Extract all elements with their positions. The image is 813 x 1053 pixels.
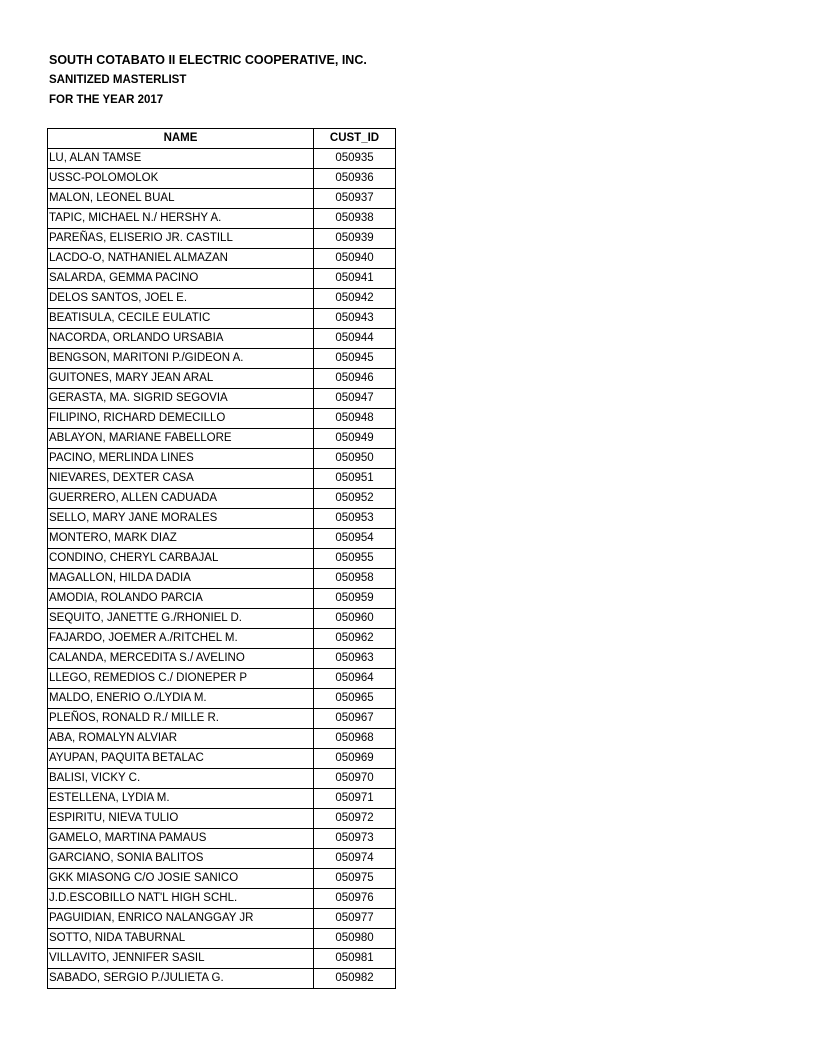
customer-id-cell: 050951 — [314, 469, 396, 489]
customer-id-cell: 050976 — [314, 889, 396, 909]
customer-id-cell: 050959 — [314, 589, 396, 609]
table-row — [48, 749, 396, 769]
customer-name-cell: CALANDA, MERCEDITA S./ AVELINO — [48, 649, 314, 669]
customer-id-cell: 050936 — [314, 169, 396, 189]
customer-id-cell: 050939 — [314, 229, 396, 249]
customer-name-cell: PAREÑAS, ELISERIO JR. CASTILL — [48, 229, 314, 249]
table-row — [48, 409, 396, 429]
customer-id-cell: 050960 — [314, 609, 396, 629]
customer-name-cell: NIEVARES, DEXTER CASA — [48, 469, 314, 489]
table-row — [48, 809, 396, 829]
customer-id-cell: 050938 — [314, 209, 396, 229]
masterlist-table — [47, 128, 396, 989]
table-row — [48, 569, 396, 589]
table-row — [48, 829, 396, 849]
table-row — [48, 309, 396, 329]
customer-name-cell: LACDO-O, NATHANIEL ALMAZAN — [48, 249, 314, 269]
customer-name-cell: ABA, ROMALYN ALVIAR — [48, 729, 314, 749]
document-header — [49, 50, 367, 110]
table-row — [48, 229, 396, 249]
customer-id-cell: 050970 — [314, 769, 396, 789]
customer-id-cell: 050981 — [314, 949, 396, 969]
customer-id-cell: 050971 — [314, 789, 396, 809]
customer-id-cell: 050953 — [314, 509, 396, 529]
table-row — [48, 649, 396, 669]
customer-name-cell: GARCIANO, SONIA BALITOS — [48, 849, 314, 869]
customer-name-cell: GUITONES, MARY JEAN ARAL — [48, 369, 314, 389]
customer-id-cell: 050967 — [314, 709, 396, 729]
customer-name-cell: ESPIRITU, NIEVA TULIO — [48, 809, 314, 829]
table-row — [48, 269, 396, 289]
table-row — [48, 709, 396, 729]
customer-id-cell: 050950 — [314, 449, 396, 469]
table-header-row — [48, 129, 396, 149]
customer-id-cell: 050952 — [314, 489, 396, 509]
table-row — [48, 689, 396, 709]
table-row — [48, 869, 396, 889]
customer-name-cell: GERASTA, MA. SIGRID SEGOVIA — [48, 389, 314, 409]
table-row — [48, 469, 396, 489]
customer-name-cell: PACINO, MERLINDA LINES — [48, 449, 314, 469]
customer-id-cell: 050948 — [314, 409, 396, 429]
customer-name-cell: BEATISULA, CECILE EULATIC — [48, 309, 314, 329]
customer-name-cell: BENGSON, MARITONI P./GIDEON A. — [48, 349, 314, 369]
table-row — [48, 729, 396, 749]
customer-name-cell: AMODIA, ROLANDO PARCIA — [48, 589, 314, 609]
column-header-name: NAME — [48, 129, 314, 149]
customer-id-cell: 050947 — [314, 389, 396, 409]
customer-name-cell: FILIPINO, RICHARD DEMECILLO — [48, 409, 314, 429]
table-row — [48, 969, 396, 989]
year-line: FOR THE YEAR 2017 — [49, 94, 164, 106]
customer-id-cell: 050974 — [314, 849, 396, 869]
customer-id-cell: 050969 — [314, 749, 396, 769]
customer-id-cell: 050965 — [314, 689, 396, 709]
customer-name-cell: J.D.ESCOBILLO NAT'L HIGH SCHL. — [48, 889, 314, 909]
customer-name-cell: GUERRERO, ALLEN CADUADA — [48, 489, 314, 509]
column-header-cust-id: CUST_ID — [314, 129, 396, 149]
customer-name-cell: MAGALLON, HILDA DADIA — [48, 569, 314, 589]
table-row — [48, 289, 396, 309]
customer-id-cell: 050940 — [314, 249, 396, 269]
customer-name-cell: USSC-POLOMOLOK — [48, 169, 314, 189]
customer-name-cell: MONTERO, MARK DIAZ — [48, 529, 314, 549]
table-row — [48, 769, 396, 789]
company-name: SOUTH COTABATO II ELECTRIC COOPERATIVE, INC. — [49, 53, 367, 67]
table-row — [48, 949, 396, 969]
document-subtitle: SANITIZED MASTERLIST — [49, 74, 187, 86]
table-row — [48, 609, 396, 629]
customer-id-cell: 050975 — [314, 869, 396, 889]
table-row — [48, 149, 396, 169]
customer-id-cell: 050955 — [314, 549, 396, 569]
customer-name-cell: FAJARDO, JOEMER A./RITCHEL M. — [48, 629, 314, 649]
customer-id-cell: 050982 — [314, 969, 396, 989]
table-row — [48, 209, 396, 229]
table-row — [48, 929, 396, 949]
table-row — [48, 889, 396, 909]
table-row — [48, 629, 396, 649]
customer-name-cell: SOTTO, NIDA TABURNAL — [48, 929, 314, 949]
customer-id-cell: 050972 — [314, 809, 396, 829]
customer-id-cell: 050977 — [314, 909, 396, 929]
table-row — [48, 349, 396, 369]
customer-id-cell: 050962 — [314, 629, 396, 649]
table-row — [48, 249, 396, 269]
table-row — [48, 169, 396, 189]
customer-id-cell: 050942 — [314, 289, 396, 309]
customer-name-cell: DELOS SANTOS, JOEL E. — [48, 289, 314, 309]
table-row — [48, 849, 396, 869]
customer-id-cell: 050941 — [314, 269, 396, 289]
customer-name-cell: MALON, LEONEL BUAL — [48, 189, 314, 209]
customer-name-cell: TAPIC, MICHAEL N./ HERSHY A. — [48, 209, 314, 229]
customer-name-cell: NACORDA, ORLANDO URSABIA — [48, 329, 314, 349]
table-row — [48, 369, 396, 389]
table-row — [48, 329, 396, 349]
customer-name-cell: ABLAYON, MARIANE FABELLORE — [48, 429, 314, 449]
customer-name-cell: GAMELO, MARTINA PAMAUS — [48, 829, 314, 849]
customer-id-cell: 050973 — [314, 829, 396, 849]
table-row — [48, 529, 396, 549]
table-body — [48, 149, 396, 989]
customer-id-cell: 050946 — [314, 369, 396, 389]
table-row — [48, 489, 396, 509]
table-row — [48, 789, 396, 809]
customer-name-cell: SALARDA, GEMMA PACINO — [48, 269, 314, 289]
customer-id-cell: 050943 — [314, 309, 396, 329]
customer-id-cell: 050935 — [314, 149, 396, 169]
customer-name-cell: VILLAVITO, JENNIFER SASIL — [48, 949, 314, 969]
table-row — [48, 669, 396, 689]
customer-id-cell: 050963 — [314, 649, 396, 669]
table-row — [48, 549, 396, 569]
customer-name-cell: SABADO, SERGIO P./JULIETA G. — [48, 969, 314, 989]
customer-name-cell: LLEGO, REMEDIOS C./ DIONEPER P — [48, 669, 314, 689]
table-row — [48, 449, 396, 469]
customer-name-cell: SELLO, MARY JANE MORALES — [48, 509, 314, 529]
table-row — [48, 389, 396, 409]
customer-id-cell: 050968 — [314, 729, 396, 749]
customer-id-cell: 050944 — [314, 329, 396, 349]
customer-name-cell: CONDINO, CHERYL CARBAJAL — [48, 549, 314, 569]
table-row — [48, 189, 396, 209]
table-row — [48, 429, 396, 449]
customer-name-cell: ESTELLENA, LYDIA M. — [48, 789, 314, 809]
table-row — [48, 509, 396, 529]
customer-name-cell: LU, ALAN TAMSE — [48, 149, 314, 169]
customer-id-cell: 050980 — [314, 929, 396, 949]
customer-id-cell: 050945 — [314, 349, 396, 369]
table-row — [48, 909, 396, 929]
table-row — [48, 589, 396, 609]
customer-name-cell: PLEÑOS, RONALD R./ MILLE R. — [48, 709, 314, 729]
customer-name-cell: SEQUITO, JANETTE G./RHONIEL D. — [48, 609, 314, 629]
customer-name-cell: BALISI, VICKY C. — [48, 769, 314, 789]
customer-name-cell: GKK MIASONG C/O JOSIE SANICO — [48, 869, 314, 889]
customer-id-cell: 050964 — [314, 669, 396, 689]
customer-name-cell: AYUPAN, PAQUITA BETALAC — [48, 749, 314, 769]
customer-name-cell: MALDO, ENERIO O./LYDIA M. — [48, 689, 314, 709]
customer-name-cell: PAGUIDIAN, ENRICO NALANGGAY JR — [48, 909, 314, 929]
customer-id-cell: 050954 — [314, 529, 396, 549]
customer-id-cell: 050958 — [314, 569, 396, 589]
customer-id-cell: 050949 — [314, 429, 396, 449]
customer-id-cell: 050937 — [314, 189, 396, 209]
